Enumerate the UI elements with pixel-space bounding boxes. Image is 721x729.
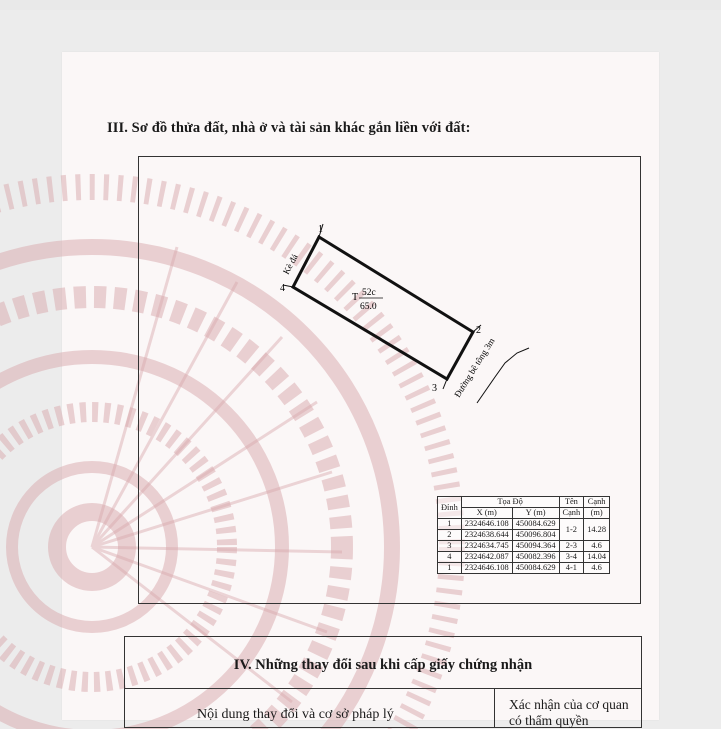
section-4-divider: [125, 688, 641, 689]
cell-edge-name: 2-3: [559, 541, 584, 552]
vertex-label: 2: [476, 325, 481, 336]
cell-edge-name: 3-4: [559, 552, 584, 563]
parcel-boundary: [293, 237, 473, 379]
header-edge-length: Cạnh: [584, 497, 610, 508]
section-3-title: III. Sơ đồ thửa đất, nhà ở và tài sản khác gắn liền với đất:: [107, 120, 471, 136]
vertex-label: 4: [280, 283, 285, 294]
boundary-label: Kè đá: [280, 252, 300, 276]
cell-vertex: 2: [438, 530, 462, 541]
cell-x: 2324634.745: [461, 541, 512, 552]
parcel-number: 52c: [362, 288, 376, 298]
section-4-box: [124, 636, 642, 728]
vertex-label: 1: [318, 224, 323, 235]
parcel-area: 65.0: [360, 302, 377, 312]
cell-x: 2324646.108: [461, 563, 512, 574]
coordinate-table: [437, 496, 610, 574]
cell-edge-length: 4.6: [584, 541, 610, 552]
cell-edge-length: 14.28: [584, 519, 610, 541]
table-row: [438, 519, 610, 530]
top-bar: [0, 0, 721, 10]
header-x: X (m): [461, 508, 512, 519]
cell-edge-length: 14.04: [584, 552, 610, 563]
road-label: Đường bê tông 3m: [452, 336, 497, 400]
parcel-label: T: [352, 292, 359, 303]
confirmation-header-line1: Xác nhận của cơ quan: [509, 697, 629, 712]
cell-edge-length: 4.6: [584, 563, 610, 574]
header-y: Y (m): [512, 508, 559, 519]
cell-x: 2324646.108: [461, 519, 512, 530]
section-4-title: IV. Những thay đổi sau khi cấp giấy chứng nhận: [233, 657, 533, 673]
certificate-page: [62, 52, 659, 728]
table-header-row: [438, 508, 610, 519]
change-content-header: Nội dung thay đổi và cơ sở pháp lý: [197, 707, 394, 722]
header-vertex: Đỉnh: [438, 497, 462, 519]
table-header-row: [438, 497, 610, 508]
vertex-label: 3: [432, 383, 437, 394]
cell-y: 450096.804: [512, 530, 559, 541]
confirmation-header: [509, 697, 629, 729]
header-edge-name-2: Cạnh: [559, 508, 584, 519]
cell-vertex: 3: [438, 541, 462, 552]
cell-vertex: 4: [438, 552, 462, 563]
cell-x: 2324642.087: [461, 552, 512, 563]
section-4-column-divider: [494, 688, 495, 728]
cell-y: 450084.629: [512, 519, 559, 530]
header-edge-length-2: (m): [584, 508, 610, 519]
cell-edge-name: 4-1: [559, 563, 584, 574]
cell-edge-name: 1-2: [559, 519, 584, 541]
cell-y: 450084.629: [512, 563, 559, 574]
cell-y: 450094.364: [512, 541, 559, 552]
table-row: [438, 563, 610, 574]
confirmation-header-line2: có thẩm quyền: [509, 713, 589, 728]
cell-x: 2324638.644: [461, 530, 512, 541]
cell-vertex: 1: [438, 563, 462, 574]
edge-extension: [443, 379, 447, 389]
table-row: [438, 552, 610, 563]
cell-vertex: 1: [438, 519, 462, 530]
table-row: [438, 541, 610, 552]
header-edge-name: Tên: [559, 497, 584, 508]
cell-y: 450082.396: [512, 552, 559, 563]
header-coords: Tọa Độ: [461, 497, 559, 508]
